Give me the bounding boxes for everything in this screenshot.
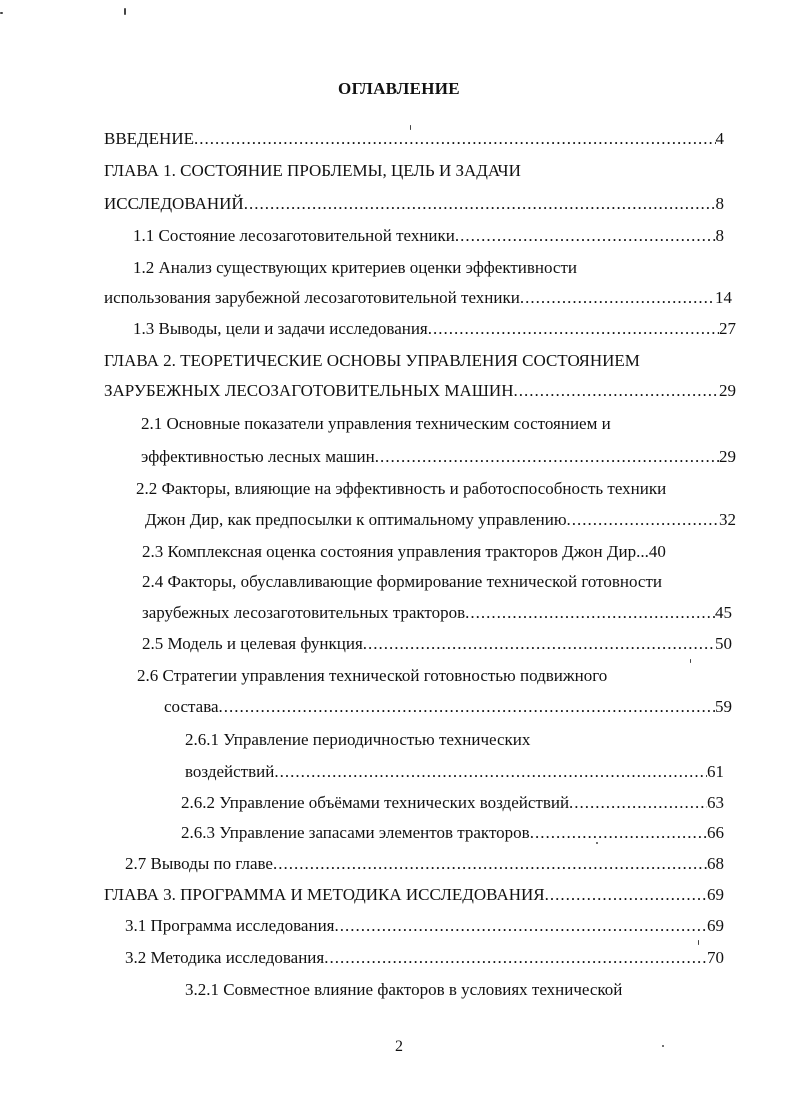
toc-entry-text: 2.5 Модель и целевая функция	[142, 634, 363, 653]
toc-leader-dots	[335, 915, 708, 937]
toc-entry-page: 8	[715, 194, 724, 213]
toc-entry-page: 70	[707, 948, 724, 967]
toc-entry-page: 63	[707, 793, 724, 812]
toc-entry-page: 14	[715, 288, 732, 307]
toc-entry	[142, 633, 732, 655]
toc-entry-text: состава	[164, 697, 219, 716]
toc-entry	[125, 947, 724, 969]
toc-entry-page: 4	[715, 129, 724, 148]
toc-entry	[185, 761, 724, 783]
toc-leader-dots	[194, 128, 716, 150]
toc-leader-dots	[274, 761, 707, 783]
toc-entry-text: 2.6.3 Управление запасами элементов тракторов	[181, 823, 530, 842]
toc-entry-text: ЗАРУБЕЖНЫХ ЛЕСОЗАГОТОВИТЕЛЬНЫХ МАШИН	[104, 381, 514, 400]
toc-entry-text: эффективностью лесных машин	[141, 447, 375, 466]
toc-entry-text: 3.2 Методика исследования	[125, 948, 325, 967]
toc-entry-page: 27	[719, 319, 736, 338]
toc-entry-text: 2.7 Выводы по главе	[125, 854, 273, 873]
toc-leader-dots	[428, 318, 719, 340]
toc-entry	[104, 287, 732, 309]
toc-entry-text: ИССЛЕДОВАНИЙ	[104, 194, 244, 213]
toc-entry-page: 61	[707, 762, 724, 781]
toc-entry	[104, 884, 724, 906]
toc-entry	[142, 602, 732, 624]
toc-entry	[137, 665, 732, 687]
toc-entry-page: 68	[707, 854, 724, 873]
toc-entry-text: 2.4 Факторы, обуславливающие формирование технической готовности	[142, 572, 662, 591]
toc-entry-text: 2.6 Стратегии управления технической готовностью подвижного	[137, 666, 608, 685]
scan-speck	[410, 125, 411, 130]
toc-entry	[181, 792, 724, 814]
toc-entry-text: 3.2.1 Совместное влияние факторов в условиях технической	[185, 980, 623, 999]
toc-leader-dots	[567, 509, 719, 531]
toc-entry-text: 1.3 Выводы, цели и задачи исследования	[133, 319, 428, 338]
toc-leader-dots	[520, 287, 715, 309]
toc-leader-dots	[273, 853, 707, 875]
toc-entry	[185, 979, 724, 1001]
toc-leader-dots	[455, 225, 716, 247]
toc-entry-page: 59	[715, 697, 732, 716]
toc-entry-text: 2.6.2 Управление объёмами технических воздействий	[181, 793, 570, 812]
toc-leader-dots	[569, 792, 707, 814]
toc-leader-dots	[363, 633, 715, 655]
toc-entry	[104, 193, 724, 215]
toc-entry	[142, 541, 736, 563]
toc-entry-text: ГЛАВА 3. ПРОГРАММА И МЕТОДИКА ИССЛЕДОВАНИЯ	[104, 885, 545, 904]
toc-title: ОГЛАВЛЕНИЕ	[338, 79, 460, 98]
toc-leader-dots	[514, 380, 720, 402]
toc-entry-text: 3.1 Программа исследования	[125, 916, 335, 935]
toc-entry-page: 29	[719, 447, 736, 466]
toc-entry-text: 1.2 Анализ существующих критериев оценки эффективности	[133, 258, 578, 277]
toc-entry	[136, 478, 736, 500]
toc-entry-text: 2.2 Факторы, влияющие на эффективность и работоспособность техники	[136, 479, 667, 498]
toc-entry	[185, 729, 732, 751]
page-number: 2	[395, 1038, 403, 1055]
toc-entry-text: 2.6.1 Управление периодичностью технических	[185, 730, 531, 749]
toc-entry	[104, 350, 736, 372]
toc-entry	[104, 160, 724, 182]
toc-leader-dots	[324, 947, 707, 969]
scan-speck	[690, 659, 691, 663]
toc-leader-dots	[530, 822, 707, 844]
toc-entry-text: ГЛАВА 2. ТЕОРЕТИЧЕСКИЕ ОСНОВЫ УПРАВЛЕНИЯ СОСТОЯНИЕМ	[104, 351, 640, 370]
toc-entry-page: 66	[707, 823, 724, 842]
scan-speck	[596, 842, 598, 844]
toc-entry	[133, 318, 736, 340]
toc-entry	[164, 696, 732, 718]
toc-entry-text: 2.1 Основные показатели управления техническим состоянием и	[141, 414, 611, 433]
scan-speck	[124, 8, 126, 15]
toc-entry	[141, 413, 736, 435]
toc-entry	[125, 853, 724, 875]
toc-entry	[133, 257, 724, 279]
toc-entry-text: зарубежных лесозаготовительных тракторов	[142, 603, 466, 622]
toc-entry-page: 32	[719, 510, 736, 529]
toc-leader-dots	[545, 884, 707, 906]
toc-entry	[145, 509, 736, 531]
toc-entry-text: 1.1 Состояние лесозаготовительной техники	[133, 226, 455, 245]
toc-entry-page: 29	[719, 381, 736, 400]
scan-speck	[0, 12, 3, 14]
toc-entry	[141, 446, 736, 468]
toc-entry	[104, 128, 724, 150]
toc-entry-text: 2.3 Комплексная оценка состояния управления тракторов Джон Дир...40	[142, 542, 666, 561]
toc-leader-dots	[375, 446, 719, 468]
toc-entry	[142, 571, 736, 593]
scan-speck	[662, 1045, 664, 1047]
toc-entry	[125, 915, 724, 937]
toc-entry-text: ГЛАВА 1. СОСТОЯНИЕ ПРОБЛЕМЫ, ЦЕЛЬ И ЗАДАЧИ	[104, 161, 521, 180]
toc-entry-page: 50	[715, 634, 732, 653]
toc-entry-page: 69	[707, 916, 724, 935]
toc-leader-dots	[219, 696, 715, 718]
toc-entry	[133, 225, 724, 247]
toc-entry-page: 69	[707, 885, 724, 904]
toc-entry-page: 45	[715, 603, 732, 622]
toc-entry-text: воздействий	[185, 762, 275, 781]
toc-entry	[181, 822, 724, 844]
scan-speck	[698, 940, 699, 945]
toc-entry	[104, 380, 736, 402]
toc-entry-text: использования зарубежной лесозаготовительной техники	[104, 288, 520, 307]
toc-leader-dots	[244, 193, 716, 215]
toc-entry-text: Джон Дир, как предпосылки к оптимальному управлению	[145, 510, 567, 529]
toc-entry-text: ВВЕДЕНИЕ	[104, 129, 194, 148]
toc-leader-dots	[465, 602, 715, 624]
toc-entry-page: 8	[715, 226, 724, 245]
